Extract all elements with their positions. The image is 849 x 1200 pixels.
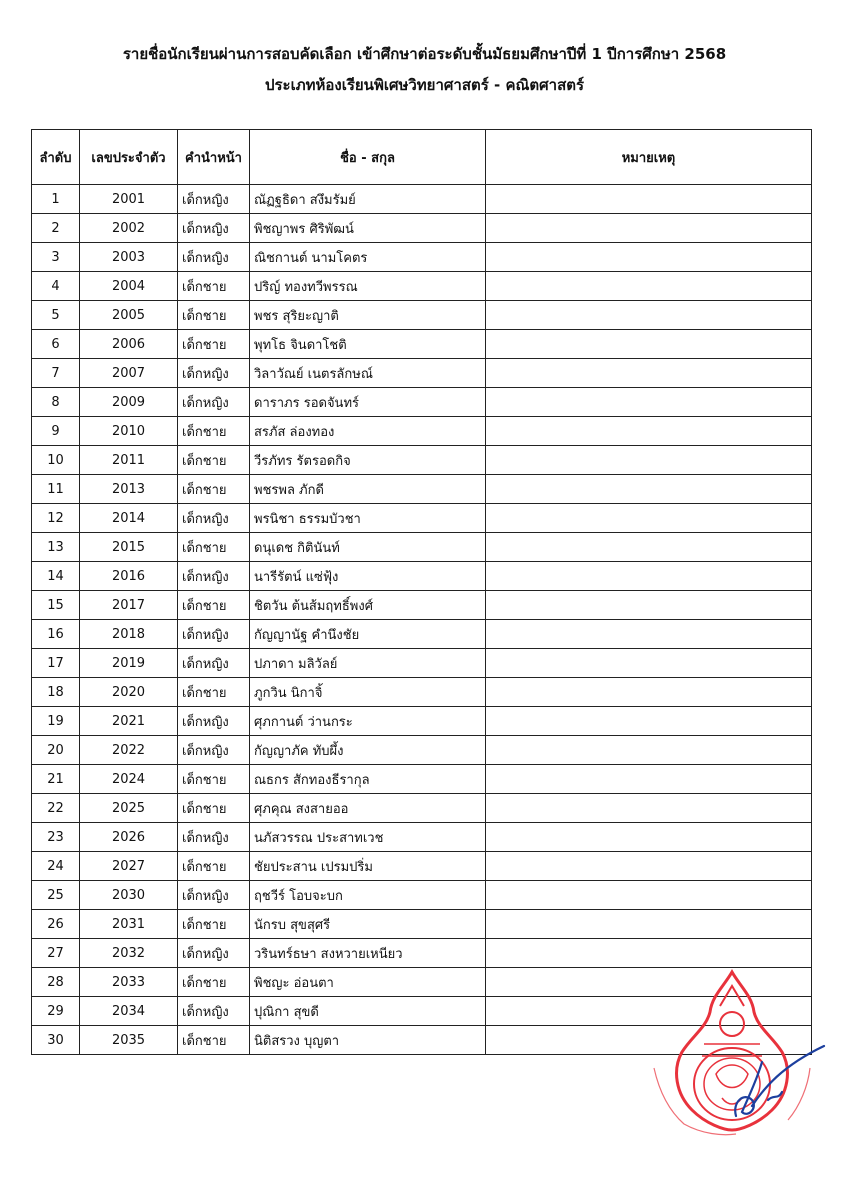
row-remark <box>486 591 812 620</box>
row-student-id: 2007 <box>80 359 178 388</box>
row-student-id: 2018 <box>80 620 178 649</box>
row-prefix: เด็กหญิง <box>178 243 250 272</box>
row-name: นิติสรวง บุญตา <box>250 1026 486 1055</box>
row-name: ภูกวิน นิกาจิ้ <box>250 678 486 707</box>
row-remark <box>486 939 812 968</box>
row-no: 24 <box>32 852 80 881</box>
row-name: ณธกร สักทองธีรากุล <box>250 765 486 794</box>
row-no: 5 <box>32 301 80 330</box>
row-name: พุทโธ จินดาโชติ <box>250 330 486 359</box>
row-student-id: 2031 <box>80 910 178 939</box>
row-student-id: 2032 <box>80 939 178 968</box>
row-remark <box>486 649 812 678</box>
row-prefix: เด็กหญิง <box>178 214 250 243</box>
row-prefix: เด็กชาย <box>178 968 250 997</box>
row-no: 22 <box>32 794 80 823</box>
row-no: 19 <box>32 707 80 736</box>
row-student-id: 2027 <box>80 852 178 881</box>
row-remark <box>486 243 812 272</box>
row-student-id: 2011 <box>80 446 178 475</box>
row-remark <box>486 301 812 330</box>
row-name: ปุณิกา สุขดี <box>250 997 486 1026</box>
table-row <box>32 881 812 910</box>
row-student-id: 2009 <box>80 388 178 417</box>
table-row <box>32 301 812 330</box>
row-no: 3 <box>32 243 80 272</box>
row-prefix: เด็กหญิง <box>178 562 250 591</box>
table-body <box>32 185 812 1055</box>
table-row <box>32 185 812 214</box>
row-prefix: เด็กชาย <box>178 852 250 881</box>
row-student-id: 2017 <box>80 591 178 620</box>
row-student-id: 2026 <box>80 823 178 852</box>
row-name: นักรบ สุขสุศรี <box>250 910 486 939</box>
header-prefix: คำนำหน้า <box>178 130 250 185</box>
row-name: กัญญานัฐ คำนึงชัย <box>250 620 486 649</box>
table-row <box>32 765 812 794</box>
row-student-id: 2015 <box>80 533 178 562</box>
row-no: 21 <box>32 765 80 794</box>
row-student-id: 2014 <box>80 504 178 533</box>
table-row <box>32 707 812 736</box>
row-name: พชร สุริยะญาติ <box>250 301 486 330</box>
row-remark <box>486 678 812 707</box>
table-row <box>32 736 812 765</box>
table-header-row <box>32 130 812 185</box>
row-no: 9 <box>32 417 80 446</box>
row-student-id: 2001 <box>80 185 178 214</box>
table-row <box>32 330 812 359</box>
student-table <box>31 129 812 1055</box>
row-prefix: เด็กชาย <box>178 910 250 939</box>
document-subtitle: ประเภทห้องเรียนพิเศษวิทยาศาสตร์ - คณิตศาสตร์ <box>264 76 585 94</box>
row-prefix: เด็กชาย <box>178 765 250 794</box>
row-name: พิชญะ อ่อนตา <box>250 968 486 997</box>
row-prefix: เด็กหญิง <box>178 881 250 910</box>
row-prefix: เด็กหญิง <box>178 939 250 968</box>
table-row <box>32 359 812 388</box>
row-no: 1 <box>32 185 80 214</box>
row-remark <box>486 794 812 823</box>
row-student-id: 2020 <box>80 678 178 707</box>
row-name: สรภัส ล่องทอง <box>250 417 486 446</box>
row-no: 16 <box>32 620 80 649</box>
row-no: 30 <box>32 1026 80 1055</box>
row-prefix: เด็กชาย <box>178 1026 250 1055</box>
row-name: ฤชวีร์ โอบจะบก <box>250 881 486 910</box>
row-prefix: เด็กหญิง <box>178 359 250 388</box>
table-row <box>32 649 812 678</box>
table-row <box>32 388 812 417</box>
row-name: ศุภคุณ สงสายออ <box>250 794 486 823</box>
row-no: 11 <box>32 475 80 504</box>
table-row <box>32 794 812 823</box>
row-prefix: เด็กหญิง <box>178 707 250 736</box>
row-name: กัญญาภัค ทับผึ้ง <box>250 736 486 765</box>
row-prefix: เด็กหญิง <box>178 388 250 417</box>
row-prefix: เด็กหญิง <box>178 736 250 765</box>
row-prefix: เด็กชาย <box>178 794 250 823</box>
table-row <box>32 910 812 939</box>
row-remark <box>486 533 812 562</box>
row-no: 23 <box>32 823 80 852</box>
row-remark <box>486 359 812 388</box>
table-row <box>32 620 812 649</box>
seal-icon <box>677 972 788 1130</box>
row-remark <box>486 910 812 939</box>
row-student-id: 2035 <box>80 1026 178 1055</box>
row-no: 2 <box>32 214 80 243</box>
row-prefix: เด็กชาย <box>178 446 250 475</box>
row-name: พรนิชา ธรรมบัวชา <box>250 504 486 533</box>
row-student-id: 2021 <box>80 707 178 736</box>
row-no: 25 <box>32 881 80 910</box>
row-no: 20 <box>32 736 80 765</box>
row-no: 6 <box>32 330 80 359</box>
row-prefix: เด็กชาย <box>178 417 250 446</box>
row-remark <box>486 736 812 765</box>
row-remark <box>486 272 812 301</box>
row-prefix: เด็กหญิง <box>178 823 250 852</box>
row-remark <box>486 388 812 417</box>
table-row <box>32 214 812 243</box>
table-row <box>32 243 812 272</box>
row-no: 17 <box>32 649 80 678</box>
row-no: 4 <box>32 272 80 301</box>
row-student-id: 2010 <box>80 417 178 446</box>
table-row <box>32 533 812 562</box>
row-prefix: เด็กหญิง <box>178 185 250 214</box>
table-row <box>32 562 812 591</box>
header-id: เลขประจำตัว <box>80 130 178 185</box>
row-no: 27 <box>32 939 80 968</box>
row-student-id: 2013 <box>80 475 178 504</box>
row-remark <box>486 765 812 794</box>
table-row <box>32 591 812 620</box>
row-name: ดนุเดช กิตินันท์ <box>250 533 486 562</box>
header-remark: หมายเหตุ <box>486 130 812 185</box>
row-no: 26 <box>32 910 80 939</box>
table-row <box>32 504 812 533</box>
table-row <box>32 475 812 504</box>
row-name: ปริญ์ ทองทวีพรรณ <box>250 272 486 301</box>
row-student-id: 2019 <box>80 649 178 678</box>
table-row <box>32 678 812 707</box>
row-remark <box>486 823 812 852</box>
row-name: ปภาดา มลิวัลย์ <box>250 649 486 678</box>
row-name: ดาราภร รอดจันทร์ <box>250 388 486 417</box>
row-student-id: 2030 <box>80 881 178 910</box>
row-no: 13 <box>32 533 80 562</box>
row-student-id: 2006 <box>80 330 178 359</box>
row-no: 15 <box>32 591 80 620</box>
row-remark <box>486 185 812 214</box>
row-student-id: 2025 <box>80 794 178 823</box>
table-row <box>32 939 812 968</box>
row-prefix: เด็กชาย <box>178 591 250 620</box>
row-student-id: 2024 <box>80 765 178 794</box>
row-no: 14 <box>32 562 80 591</box>
table-row <box>32 823 812 852</box>
row-student-id: 2022 <box>80 736 178 765</box>
table-row <box>32 446 812 475</box>
row-name: วีรภัทร รัตรอดกิจ <box>250 446 486 475</box>
row-name: วิลาวัณย์ เนตรลักษณ์ <box>250 359 486 388</box>
row-name: ชิตวัน ต้นส้มฤทธิ์พงศ์ <box>250 591 486 620</box>
row-student-id: 2003 <box>80 243 178 272</box>
table-row <box>32 417 812 446</box>
row-prefix: เด็กหญิง <box>178 649 250 678</box>
row-no: 7 <box>32 359 80 388</box>
row-prefix: เด็กชาย <box>178 475 250 504</box>
document-title: รายชื่อนักเรียนผ่านการสอบคัดเลือก เข้าศึกษาต่อระดับชั้นมัธยมศึกษาปีที่ 1 ปีการศึกษา 2568 <box>122 45 727 63</box>
row-no: 29 <box>32 997 80 1026</box>
row-name: วรินทร์ธษา สงหวายเหนียว <box>250 939 486 968</box>
row-remark <box>486 475 812 504</box>
row-student-id: 2005 <box>80 301 178 330</box>
row-remark <box>486 504 812 533</box>
header-name: ชื่อ - สกุล <box>250 130 486 185</box>
row-prefix: เด็กชาย <box>178 678 250 707</box>
row-student-id: 2002 <box>80 214 178 243</box>
row-remark <box>486 881 812 910</box>
row-student-id: 2033 <box>80 968 178 997</box>
row-no: 8 <box>32 388 80 417</box>
row-remark <box>486 620 812 649</box>
row-prefix: เด็กชาย <box>178 533 250 562</box>
row-prefix: เด็กชาย <box>178 301 250 330</box>
row-no: 10 <box>32 446 80 475</box>
table-row <box>32 852 812 881</box>
school-seal <box>632 966 832 1136</box>
row-name: ณิชกานต์ นามโคตร <box>250 243 486 272</box>
row-name: พชรพล ภักดี <box>250 475 486 504</box>
row-no: 18 <box>32 678 80 707</box>
row-name: นารีรัตน์ แซ่ฟุ้ง <box>250 562 486 591</box>
row-no: 12 <box>32 504 80 533</box>
row-remark <box>486 214 812 243</box>
header-no: ลำดับ <box>32 130 80 185</box>
row-student-id: 2034 <box>80 997 178 1026</box>
row-remark <box>486 852 812 881</box>
row-prefix: เด็กชาย <box>178 330 250 359</box>
row-remark <box>486 417 812 446</box>
row-prefix: เด็กหญิง <box>178 504 250 533</box>
row-prefix: เด็กหญิง <box>178 620 250 649</box>
row-prefix: เด็กหญิง <box>178 997 250 1026</box>
row-name: ชัยประสาน เปรมปริ่ม <box>250 852 486 881</box>
row-remark <box>486 562 812 591</box>
row-remark <box>486 446 812 475</box>
table-row <box>32 272 812 301</box>
row-student-id: 2004 <box>80 272 178 301</box>
row-prefix: เด็กชาย <box>178 272 250 301</box>
row-student-id: 2016 <box>80 562 178 591</box>
row-name: นภัสวรรณ ประสาทเวช <box>250 823 486 852</box>
row-name: ศุภกานต์ ว่านกระ <box>250 707 486 736</box>
row-remark <box>486 707 812 736</box>
row-name: พิชญาพร ศิริพัฒน์ <box>250 214 486 243</box>
row-no: 28 <box>32 968 80 997</box>
row-remark <box>486 330 812 359</box>
row-name: ณัฏฐธิดา สงึมรัมย์ <box>250 185 486 214</box>
